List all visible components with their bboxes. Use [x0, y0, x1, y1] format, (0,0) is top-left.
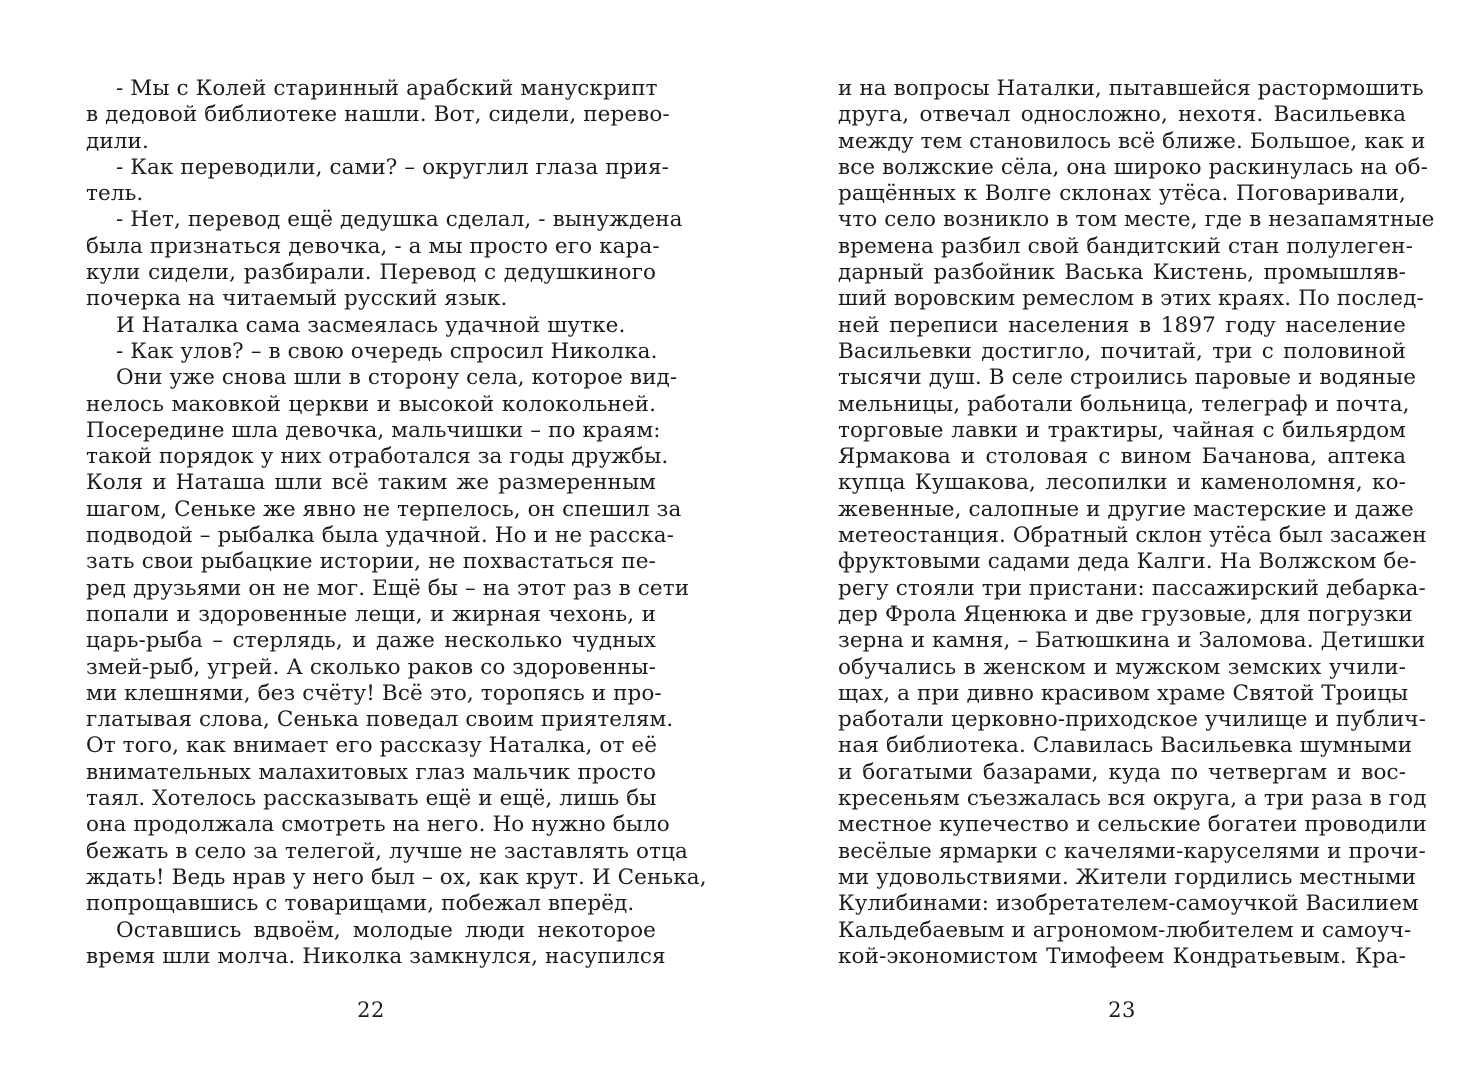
- text-line: - Мы с Колей старинный арабский манускрипт: [116, 76, 658, 101]
- text-line: почерка на читаемый русский язык.: [86, 286, 508, 312]
- text-line: Оставшись вдвоём, молодые люди некоторое: [116, 917, 656, 943]
- text-line: попрощавшись с товарищами, побежал вперёд.: [86, 891, 635, 917]
- text-line: попали и здоровенные лещи, и жирная чехонь, и: [86, 601, 656, 627]
- text-line: торговые лавки и трактиры, чайная с бильярдом: [838, 417, 1406, 443]
- text-line: ми удовольствиями. Жители гордились местными: [838, 864, 1417, 890]
- text-line: подводой – рыбалка была удачной. Но и не расска-: [86, 523, 674, 549]
- text-line: и богатыми базарами, куда по четвергам и вос-: [838, 759, 1406, 785]
- text-line: - Как переводили, сами? – округлил глаза прия-: [116, 154, 670, 180]
- text-line: И Наталка сама засмеялась удачной шутке.: [116, 312, 626, 338]
- text-line: ред друзьями он не мог. Ещё бы – на этот раз в сети: [86, 575, 690, 601]
- text-line: Кулибинами: изобретателем-самоучкой Василием: [838, 891, 1419, 917]
- text-line: время шли молча. Николка замкнулся, насупился: [86, 943, 666, 969]
- text-line: все волжские сёла, она широко раскинулась на об-: [838, 154, 1428, 180]
- text-line: царь-рыба – стерлядь, и даже несколько чудных: [86, 628, 656, 654]
- text-line: От того, как внимает его рассказу Наталка, от её: [86, 733, 658, 759]
- text-line: Коля и Наташа шли всё таким же размеренным: [86, 470, 656, 496]
- text-line: Посередине шла девочка, мальчишки – по краям:: [86, 417, 661, 443]
- text-line: жевенные, салопные и другие мастерские и даже: [838, 496, 1414, 522]
- text-line: и на вопросы Наталки, пытавшейся растормошить: [838, 76, 1424, 101]
- text-line: что село возникло в том месте, где в незапамятные: [838, 207, 1435, 233]
- text-line: ная библиотека. Славилась Васильевка шумными: [838, 733, 1413, 759]
- left-page-text: [86, 76, 707, 970]
- text-line: фруктовыми садами деда Калги. На Волжском бе-: [838, 549, 1417, 575]
- text-line: между тем становилось всё ближе. Большое, как и: [838, 128, 1426, 154]
- right-page: [838, 76, 1435, 1036]
- text-line: тысячи душ. В селе строились паровые и водяные: [838, 365, 1417, 391]
- text-line: кой-экономистом Тимофеем Кондратьевым. Кра-: [838, 943, 1406, 969]
- text-line: мельницы, работали больница, телеграф и почта,: [838, 391, 1410, 417]
- text-line: друга, отвечал односложно, нехотя. Васильевка: [838, 102, 1406, 128]
- text-line: она продолжала смотреть на него. Но нужно было: [86, 812, 670, 838]
- text-line: бежать в село за телегой, лучше не заставлять отца: [86, 838, 688, 864]
- text-line: местное купечество и сельские богатеи проводили: [838, 812, 1427, 838]
- text-line: зерна и камня, – Батюшкина и Заломова. Детишки: [838, 628, 1426, 654]
- text-line: кресеньям съезжалась вся округа, а три раза в год: [838, 786, 1427, 812]
- text-line: - Нет, перевод ещё дедушка сделал, - вынуждена: [116, 207, 683, 233]
- text-line: Ярмакова и столовая с вином Бачанова, аптека: [838, 444, 1406, 470]
- left-page-number: 22: [357, 998, 385, 1022]
- text-line: Они уже снова шли в сторону села, которое вид-: [116, 365, 678, 391]
- text-line: нелось маковкой церкви и высокой колокольней.: [86, 391, 656, 417]
- right-page-number: 23: [1108, 998, 1136, 1022]
- text-line: обучались в женском и мужском земских учили-: [838, 654, 1406, 680]
- text-line: такой порядок у них отработался за годы дружбы.: [86, 444, 669, 470]
- text-line: тель.: [86, 181, 144, 207]
- text-line: Васильевки достигло, почитай, три с половиной: [838, 338, 1406, 364]
- left-page: [86, 76, 707, 1036]
- text-line: шагом, Сеньке же явно не терпелось, он спешил за: [86, 496, 682, 522]
- text-line: таял. Хотелось рассказывать ещё и ещё, лишь бы: [86, 786, 657, 812]
- text-line: - Как улов? – в свою очередь спросил Николка.: [116, 338, 658, 364]
- text-line: дарный разбойник Васька Кистень, промышляв-: [838, 260, 1406, 286]
- text-line: ней переписи населения в 1897 году население: [838, 312, 1406, 338]
- text-line: щах, а при дивно красивом храме Святой Троицы: [838, 680, 1409, 706]
- text-line: глатывая слова, Сенька поведал своим приятелям.: [86, 707, 674, 733]
- text-line: кули сидели, разбирали. Перевод с дедушкиного: [86, 260, 656, 286]
- text-line: ми клешнями, без счёту! Всё это, торопясь и про-: [86, 680, 662, 706]
- text-line: змей-рыб, угрей. А сколько раков со здоровенны-: [86, 654, 656, 680]
- text-line: дили.: [86, 128, 149, 154]
- text-line: работали церковно-приходское училище и публич-: [838, 707, 1426, 733]
- text-line: в дедовой библиотеке нашли. Вот, сидели, перево-: [86, 102, 670, 128]
- text-line: Кальдебаевым и агрономом-любителем и самоуч-: [838, 917, 1412, 943]
- text-line: дер Фрола Яценюка и две грузовые, для погрузки: [838, 601, 1413, 627]
- text-line: зать свои рыбацкие истории, не похвастаться пе-: [86, 549, 656, 575]
- text-line: ращённых к Волге склонах утёса. Поговаривали,: [838, 181, 1406, 207]
- text-line: регу стояли три пристани: пассажирский дебарка-: [838, 575, 1426, 601]
- text-line: внимательных малахитовых глаз мальчик просто: [86, 759, 656, 785]
- text-line: времена разбил свой бандитский стан полулеген-: [838, 233, 1413, 259]
- text-line: купца Кушакова, лесопилки и каменоломня, ко-: [838, 470, 1406, 496]
- right-page-text: [838, 76, 1435, 970]
- text-line: весёлые ярмарки с качелями-каруселями и прочи-: [838, 838, 1426, 864]
- text-line: ждать! Ведь нрав у него был – ох, как крут. И Сенька,: [86, 864, 707, 890]
- text-line: была признаться девочка, - а мы просто его кара-: [86, 233, 660, 259]
- text-line: метеостанция. Обратный склон утёса был засажен: [838, 523, 1427, 549]
- text-line: ший воровским ремеслом в этих краях. По послед-: [838, 286, 1424, 312]
